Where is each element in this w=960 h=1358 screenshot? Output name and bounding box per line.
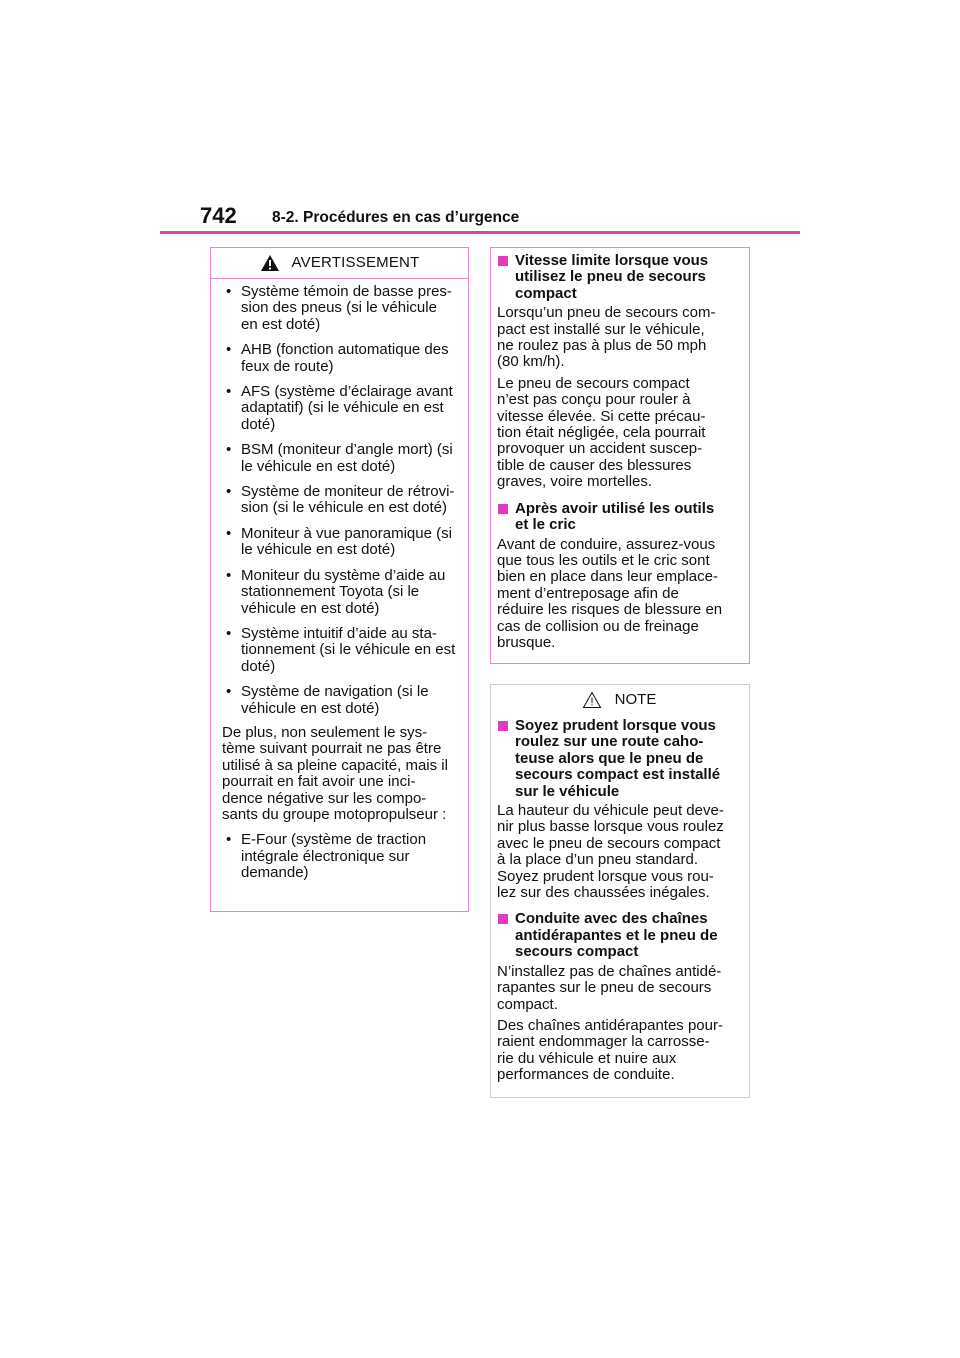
list-item-text: Système intuitif d’aide au sta- tionnement (si le véhicule en est doté): [241, 624, 456, 675]
warning-triangle-icon: [260, 254, 280, 272]
section-heading: [497, 253, 741, 302]
list-item: [222, 284, 459, 333]
list-item-text: Système de moniteur de rétrovi- sion (si le véhicule en est doté): [241, 483, 455, 517]
list-item: [222, 832, 459, 881]
paragraph: La hauteur du véhicule peut deve- nir plus basse lorsque vous roulez avec le pneu de secours compact à la place d’un pneu standard. Soyez prudent lorsque vous rou- lez sur des chaussées inégales.: [497, 802, 724, 902]
list-item-text: BSM (moniteur d’angle mort) (si le véhicule en est doté): [241, 441, 453, 475]
header-rule: [160, 231, 800, 234]
section-heading: [497, 718, 741, 800]
section-title: 8-2. Procédures en cas d’urgence: [272, 209, 520, 226]
list-item: [222, 526, 459, 559]
section-heading-text: Soyez prudent lorsque vous roulez sur une route caho- teuse alors que le pneu de secours compact est installé sur le véhicule: [515, 717, 721, 800]
paragraph: Des chaînes antidérapantes pour- raient endommager la carrosse- rie du véhicule et nuire aux performances de conduite.: [497, 1016, 723, 1084]
page-number: 742: [200, 203, 237, 228]
paragraph: N’installez pas de chaînes antidé- rapantes sur le pneu de secours compact.: [497, 962, 722, 1013]
paragraph: Avant de conduire, assurez-vous que tous les outils et le cric sont bien en place dans leur emplace- ment d’entreposage afin de réduire les risques de blessure en cas de collision ou de freinage brusque.: [497, 535, 723, 651]
section-heading: [497, 501, 741, 534]
list-item: [222, 384, 459, 433]
list-item: [222, 442, 459, 475]
list-item: [222, 568, 459, 617]
list-item-text: E-Four (système de traction intégrale électronique sur demande): [241, 831, 427, 882]
list-item-text: Système de navigation (si le véhicule en est doté): [241, 683, 429, 717]
warning-box: [210, 247, 469, 912]
paragraph: Lorsqu’un pneu de secours com- pact est installé sur le véhicule, ne roulez pas à plus de 50 mph (80 km/h).: [497, 304, 716, 371]
list-item-text: Système témoin de basse pres- sion des pneus (si le véhicule en est doté): [241, 283, 452, 333]
paragraph: Le pneu de secours compact n’est pas conçu pour rouler à vitesse élevée. Si cette précau- tion était négligée, cela pourrait provoquer un accident suscep- tible de causer des blessures graves, voire mortelles.: [497, 374, 706, 491]
warning-paragraph: De plus, non seulement le sys- tème suivant pourrait ne pas être utilisé à sa pleine capacité, mais il pourrait en fait avoir une inci- dence négative sur les compo- sants du groupe motopropulseur :: [222, 723, 448, 823]
note-header: [497, 685, 741, 715]
warning-title: AVERTISSEMENT: [291, 253, 420, 271]
list-item: [222, 342, 459, 375]
section-heading: [497, 911, 741, 960]
list-item-text: AFS (système d’éclairage avant adaptatif) (si le véhicule en est doté): [241, 383, 453, 433]
warning-header: [211, 248, 468, 279]
list-item: [222, 626, 459, 675]
list-item-text: Moniteur du système d’aide au stationnement Toyota (si le véhicule en est doté): [241, 566, 446, 617]
speed-limit-box: [490, 247, 750, 664]
list-item: [222, 684, 459, 717]
section-heading-text: Vitesse limite lorsque vous utilisez le pneu de secours compact: [515, 252, 709, 302]
caution-outline-icon: [582, 691, 602, 709]
list-item-text: Moniteur à vue panoramique (si le véhicule en est doté): [241, 524, 452, 559]
list-item-text: AHB (fonction automatique des feux de route): [241, 341, 449, 375]
list-item: [222, 484, 459, 517]
section-heading-text: Conduite avec des chaînes antidérapantes et le pneu de secours compact: [515, 910, 718, 961]
note-title: NOTE: [614, 690, 657, 708]
section-heading-text: Après avoir utilisé les outils et le cric: [515, 499, 715, 534]
note-box: [490, 684, 750, 1098]
